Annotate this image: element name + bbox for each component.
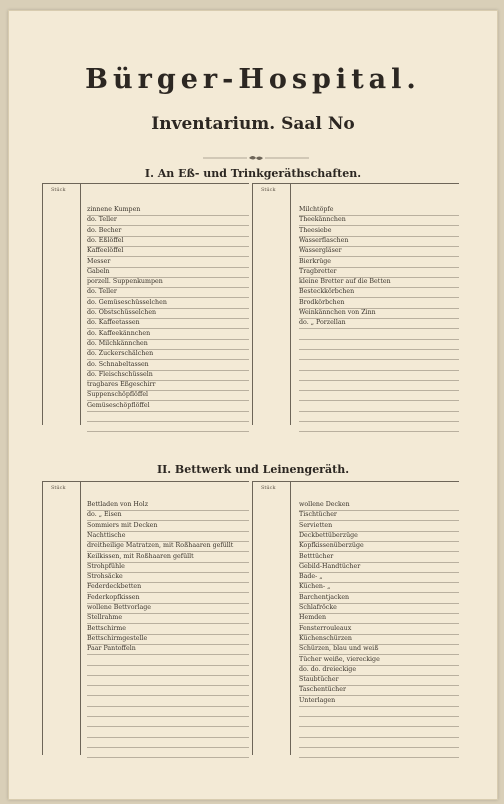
document-subtitle: Inventarium. Saal No (151, 114, 355, 134)
table-row (87, 697, 249, 707)
table-row (299, 268, 459, 278)
table-row (87, 258, 249, 268)
table-row (299, 247, 459, 257)
item-label: Fensterrouleaux (299, 624, 352, 632)
table-row (87, 728, 249, 738)
quantity-column-rule (80, 183, 81, 425)
item-label: Servietten (299, 521, 333, 529)
item-label: wollene Decken (299, 501, 350, 508)
column-top-rule (42, 183, 249, 184)
item-label: Sommiers mit Decken (87, 521, 158, 529)
table-row (87, 738, 249, 748)
table-row (87, 707, 249, 717)
item-label: do. „ Porzellan (299, 319, 346, 327)
table-row (299, 748, 459, 758)
table-row (87, 532, 249, 542)
item-label: Betttücher (299, 552, 334, 560)
table-row (299, 402, 459, 412)
item-label: Nachttische (87, 531, 126, 539)
table-row (87, 227, 249, 237)
item-label: Unterlagen (299, 696, 336, 704)
item-label: Barchentjacken (299, 593, 350, 601)
table-row (299, 391, 459, 401)
item-label: do. Obstschüsselchen (87, 309, 157, 316)
table-row (87, 573, 249, 583)
table-row (299, 412, 459, 422)
table-row (87, 686, 249, 696)
item-label: Wasserflaschen (299, 236, 349, 244)
item-label: Weinkännchen von Zinn (299, 309, 376, 316)
table-row (299, 206, 459, 216)
table-row (87, 666, 249, 676)
quantity-column-rule (252, 183, 253, 425)
table-row (87, 361, 249, 371)
table-row (299, 371, 459, 381)
item-label: Hemden (299, 614, 327, 622)
item-label: Küchen- „ (299, 583, 331, 591)
table-row (299, 532, 459, 542)
table-row (87, 676, 249, 686)
table-row (299, 728, 459, 738)
table-row (299, 707, 459, 717)
item-label: kleine Bretter auf die Betten (299, 278, 391, 286)
item-label: Tücher weiße, viereckige (299, 655, 380, 663)
table-row (87, 604, 249, 614)
quantity-column-rule (252, 481, 253, 755)
table-row (87, 412, 249, 422)
item-label: Besteckkörbchen (299, 288, 355, 296)
item-label: Kaffeelöffel (87, 247, 124, 255)
item-label: porzell. Suppenkumpen (87, 278, 163, 286)
item-label: do. Fleischschüsseln (87, 370, 153, 378)
table-row (299, 573, 459, 583)
table-row (299, 227, 459, 237)
table-row (87, 614, 249, 624)
item-label: dreitheilige Matratzen, mit Roßhaaren gefüllt (87, 542, 234, 550)
table-row (299, 738, 459, 748)
item-label: do. Becher (87, 226, 122, 234)
divider-ornament (201, 154, 311, 162)
table-row (87, 237, 249, 247)
item-label: do. Kaffeekännchen (87, 329, 151, 337)
table-row (299, 278, 459, 288)
item-label: Bettschirme (87, 624, 126, 632)
quantity-column-rule (42, 183, 43, 425)
table-row (87, 330, 249, 340)
item-label: Bettschirmgestelle (87, 634, 148, 642)
item-label: Deckbettüberzüge (299, 531, 358, 539)
table-row (87, 625, 249, 635)
table-row (87, 216, 249, 226)
table-row (87, 206, 249, 216)
table-row (299, 625, 459, 635)
table-row (87, 422, 249, 432)
quantity-column-rule (290, 183, 291, 425)
table-row (87, 542, 249, 552)
item-label: do. Zuckerschälchen (87, 350, 154, 358)
section-heading-1: I. An Eß- und Trinkgeräthschaften. (144, 167, 362, 180)
quantity-header: Stück (261, 187, 276, 193)
column-top-rule (42, 481, 249, 482)
item-label: Taschentücher (299, 686, 346, 694)
item-label: Gebild-Handtücher (299, 562, 361, 570)
item-label: Messer (87, 257, 111, 265)
item-label: Gabeln (87, 267, 110, 275)
table-row (299, 501, 459, 511)
item-label: Bade- „ (299, 573, 323, 581)
table-row (87, 717, 249, 727)
item-label: do. Teller (87, 288, 117, 296)
table-row (87, 501, 249, 511)
table-row (299, 583, 459, 593)
item-label: Bierkrüge (299, 257, 332, 265)
table-row (299, 361, 459, 371)
table-row (299, 309, 459, 319)
item-label: Strohsäcke (87, 573, 123, 581)
table-row (299, 422, 459, 432)
item-label: zinnene Kumpen (87, 206, 141, 213)
table-row (87, 635, 249, 645)
table-row (299, 237, 459, 247)
item-label: Federkopfkissen (87, 593, 140, 601)
item-label: Tischtücher (299, 511, 337, 519)
table-row (87, 268, 249, 278)
item-label: Suppenschöpflöffel (87, 391, 149, 399)
table-row (87, 645, 249, 655)
item-label: do. do. dreieckige (299, 665, 357, 673)
table-row (87, 391, 249, 401)
item-label: wollene Bettvorlage (87, 604, 152, 611)
table-row (87, 319, 249, 329)
table-row (299, 635, 459, 645)
table-row (299, 340, 459, 350)
table-row (299, 330, 459, 340)
table-row (299, 614, 459, 624)
item-label: Gemüseschöpflöffel (87, 401, 150, 409)
table-row (87, 288, 249, 298)
item-label: Schürzen, blau und weiß (299, 645, 379, 653)
table-row (299, 258, 459, 268)
table-row (299, 350, 459, 360)
table-row (299, 594, 459, 604)
column-top-rule (252, 481, 459, 482)
table-row (87, 748, 249, 758)
item-label: do. Gemüseschüsselchen (87, 298, 167, 306)
document-title: Bürger-Hospital. (85, 64, 421, 95)
item-label: do. Eßlöffel (87, 236, 124, 244)
table-row (87, 247, 249, 257)
table-row (87, 371, 249, 381)
table-row (299, 542, 459, 552)
item-label: Theesiebe (299, 226, 332, 234)
table-row (299, 299, 459, 309)
table-row (299, 717, 459, 727)
quantity-header: Stück (51, 187, 66, 193)
item-label: do. Kaffeetassen (87, 319, 140, 327)
item-label: Strohpfühle (87, 562, 125, 570)
table-row (87, 656, 249, 666)
item-label: Federdeckbetten (87, 583, 142, 591)
table-row (299, 697, 459, 707)
table-row (87, 583, 249, 593)
table-row (299, 522, 459, 532)
item-label: do. „ Eisen (87, 511, 122, 519)
item-label: Kopfkissenüberzüge (299, 542, 364, 550)
item-label: Tragbretter (299, 267, 337, 275)
item-label: do. Milchkännchen (87, 339, 148, 347)
table-row (87, 563, 249, 573)
quantity-column-rule (290, 481, 291, 755)
table-row (87, 522, 249, 532)
table-row (87, 553, 249, 563)
quantity-column-rule (42, 481, 43, 755)
table-row (299, 216, 459, 226)
table-row (87, 278, 249, 288)
table-row (87, 299, 249, 309)
column-top-rule (252, 183, 459, 184)
item-label: Stellrahme (87, 614, 123, 622)
table-row (87, 402, 249, 412)
quantity-header: Stück (51, 485, 66, 491)
item-label: Brodkörbchen (299, 298, 345, 306)
table-row (87, 340, 249, 350)
table-row (299, 511, 459, 521)
item-label: Paar Pantoffeln (87, 645, 136, 653)
table-row (87, 381, 249, 391)
quantity-column-rule (80, 481, 81, 755)
table-row (299, 381, 459, 391)
item-label: Bettladen von Holz (87, 501, 149, 508)
item-label: Wassergläser (299, 247, 342, 255)
item-label: Küchenschürzen (299, 634, 352, 642)
item-label: Staubtücher (299, 676, 339, 684)
item-label: Milchtöpfe (299, 206, 334, 213)
item-label: Keilkissen, mit Roßhaaren gefüllt (87, 552, 194, 560)
table-row (299, 319, 459, 329)
table-row (299, 666, 459, 676)
section-heading-2: II. Bettwerk und Leinengeräth. (156, 463, 350, 476)
table-row (299, 288, 459, 298)
item-label: Theekännchen (299, 216, 346, 224)
table-row (299, 604, 459, 614)
table-row (87, 309, 249, 319)
table-row (87, 511, 249, 521)
table-row (299, 563, 459, 573)
table-row (299, 645, 459, 655)
table-row (299, 656, 459, 666)
item-label: Schlafröcke (299, 604, 337, 611)
quantity-header: Stück (261, 485, 276, 491)
item-label: do. Schnabeltassen (87, 360, 149, 368)
table-row (299, 553, 459, 563)
table-row (87, 594, 249, 604)
item-label: do. Teller (87, 216, 117, 224)
item-label: tragbares Eßgeschirr (87, 381, 156, 389)
table-row (299, 686, 459, 696)
table-row (87, 350, 249, 360)
inventory-form-page (8, 10, 498, 800)
table-row (299, 676, 459, 686)
